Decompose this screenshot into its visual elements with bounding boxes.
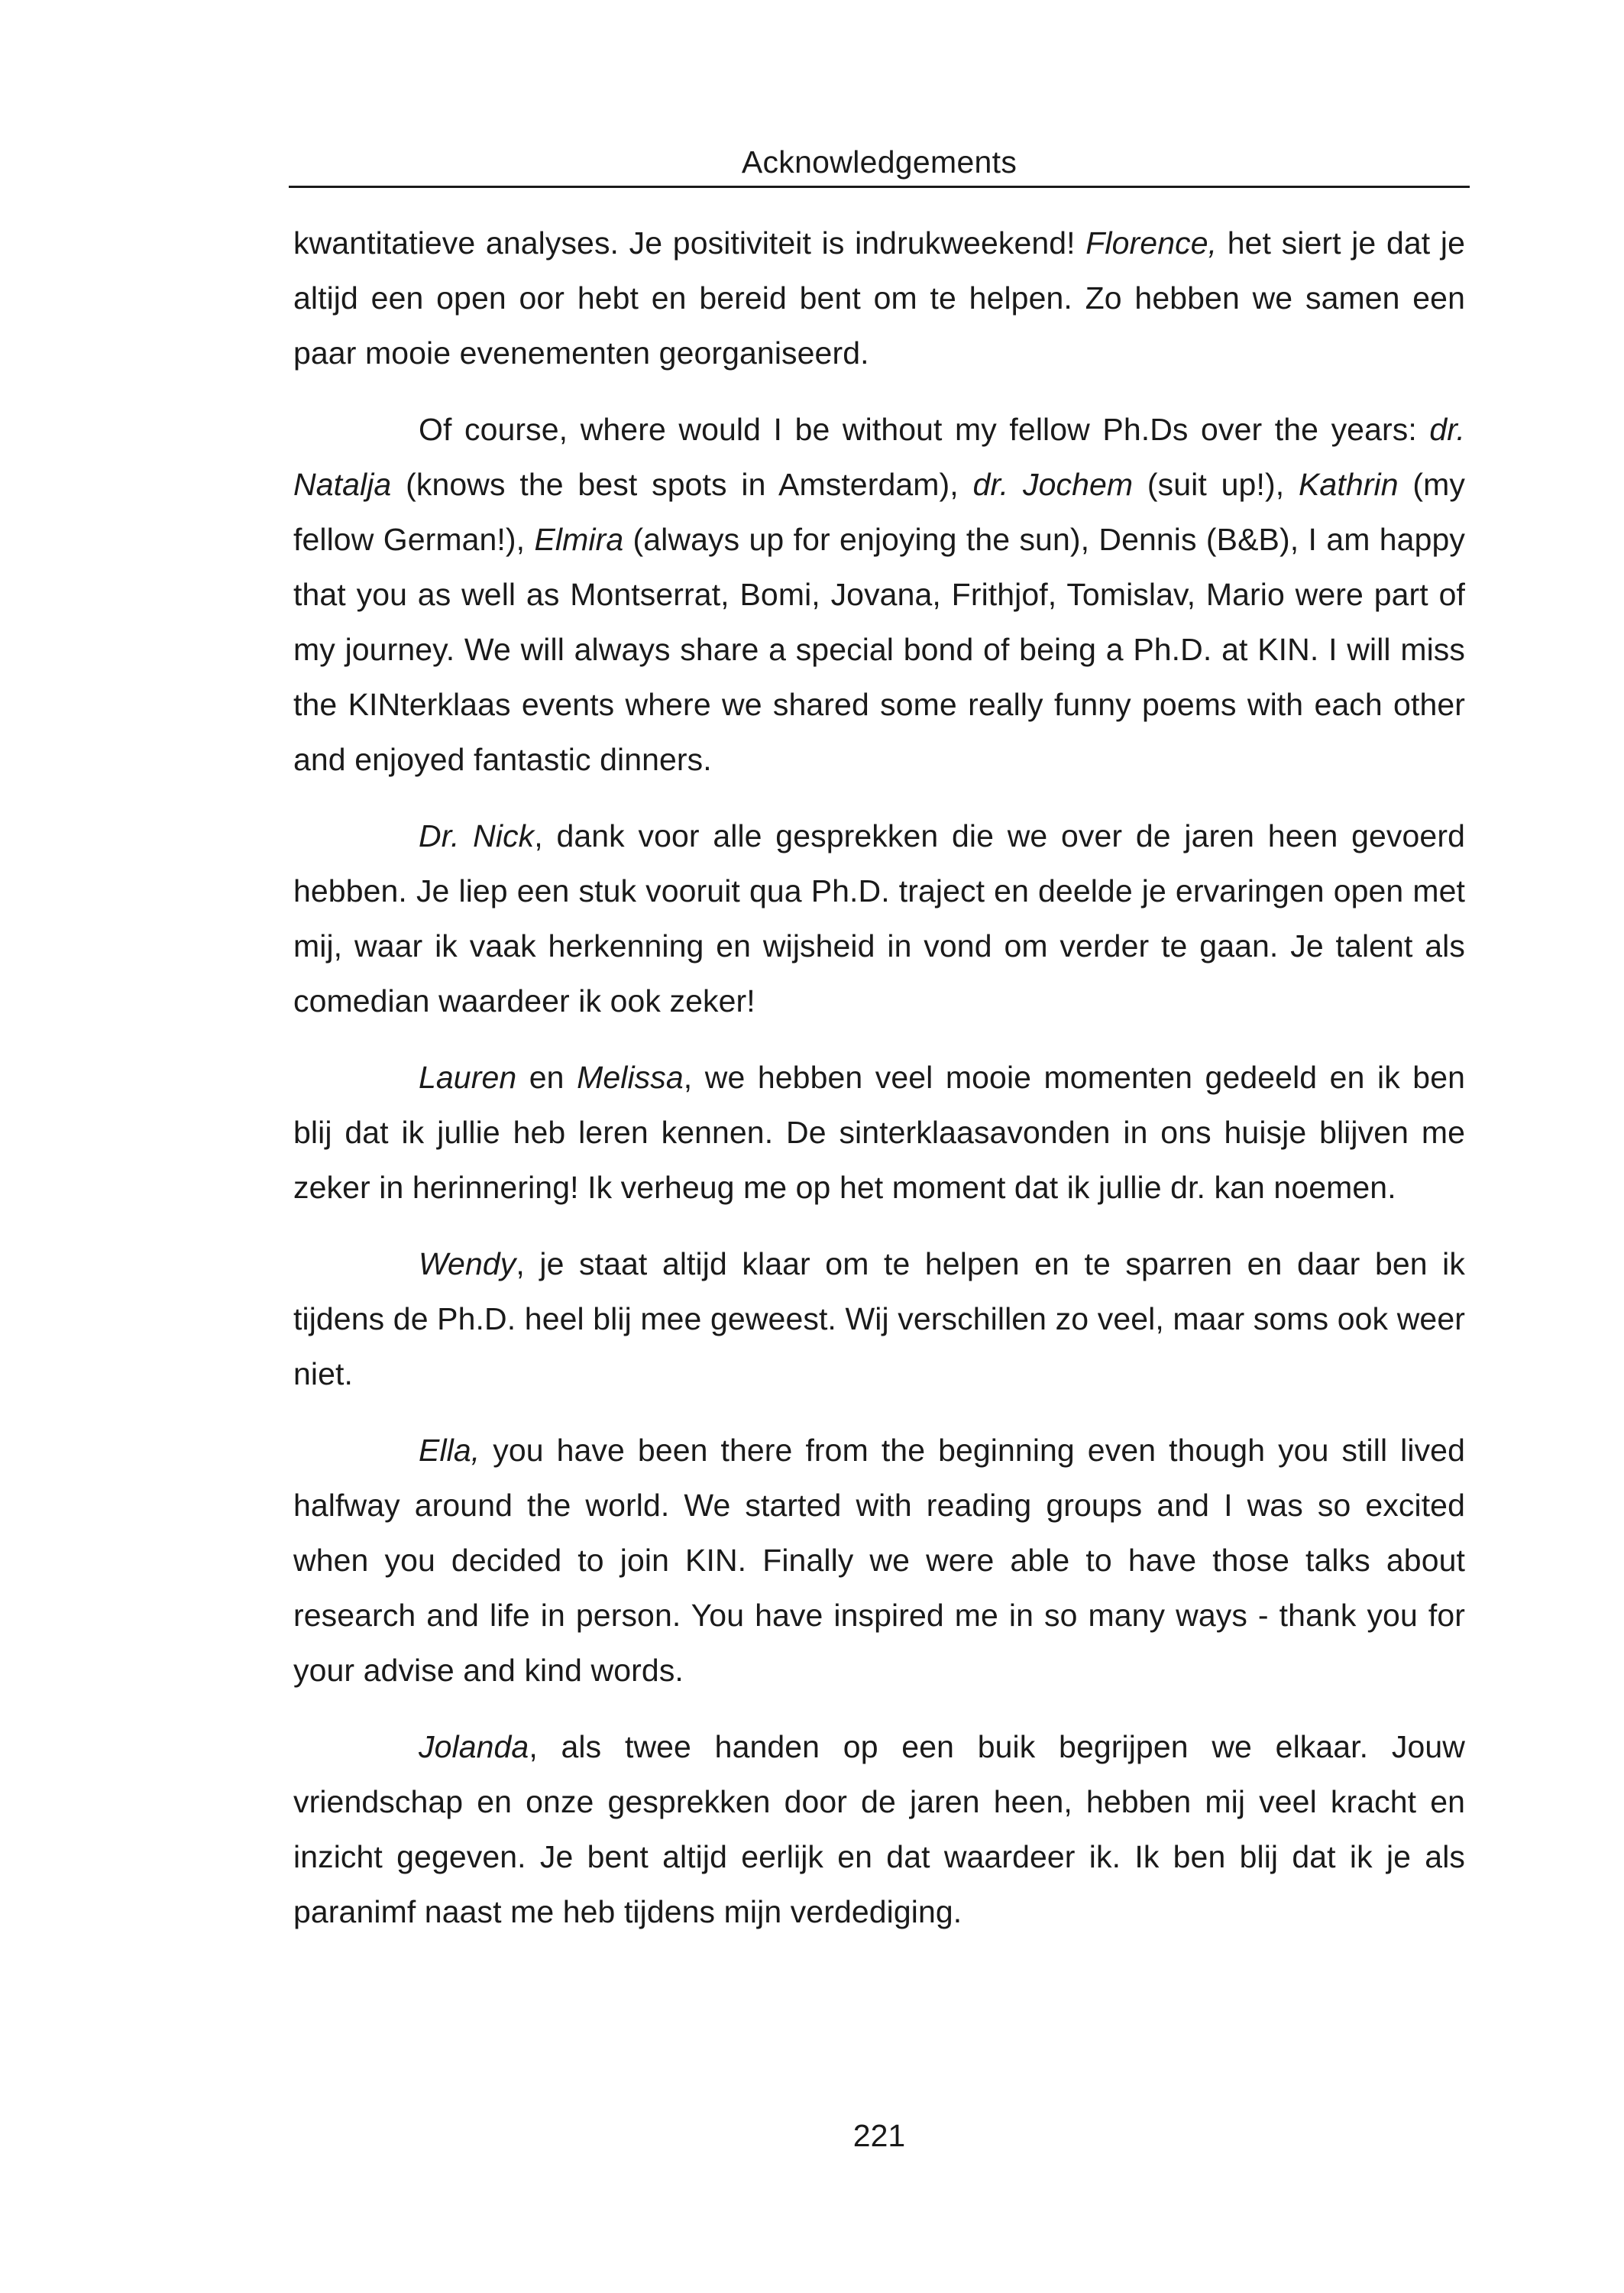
name-emphasis: Lauren	[419, 1060, 517, 1095]
text-run: Of course, where would I be without my fellow Ph.Ds over the years:	[419, 412, 1430, 447]
text-run: you have been there from the beginning even though you still lived halfway around the world. We started with reading groups and I was so excited when you decided to join KIN. Finally we were able to have those talks about research and life in person. You have inspired me in so many ways - thank you for your advise and kind words.	[293, 1433, 1465, 1688]
paragraph	[293, 1050, 1465, 1215]
paragraph	[293, 1236, 1465, 1401]
name-emphasis: Ella,	[419, 1433, 480, 1468]
name-emphasis: Kathrin	[1298, 467, 1399, 502]
text-run: (suit up!),	[1133, 467, 1299, 502]
text-run: kwantitatieve analyses. Je positiviteit is indrukweekend!	[293, 225, 1086, 261]
name-emphasis: Elmira	[534, 522, 624, 557]
paragraph	[293, 1719, 1465, 1939]
text-run: , dank voor alle gesprekken die we over de jaren heen gevoerd hebben. Je liep een stuk vooruit qua Ph.D. traject en deelde je ervaringen open met mij, waar ik vaak herkenning en wijsheid in vond om verder te gaan. Je talent als comedian waardeer ik ook zeker!	[293, 818, 1465, 1019]
paragraph	[293, 215, 1465, 381]
name-emphasis: dr. Jochem	[972, 467, 1134, 502]
name-emphasis: Dr. Nick	[419, 818, 535, 853]
text-run: , je staat altijd klaar om te helpen en te sparren en daar ben ik tijdens de Ph.D. heel blij mee geweest. Wij verschillen zo veel, maar soms ook weer niet.	[293, 1246, 1465, 1391]
name-emphasis: Melissa	[577, 1060, 684, 1095]
text-run: (always up for enjoying the sun), Dennis (B&B), I am happy that you as well as Montserrat, Bomi, Jovana, Frithjof, Tomislav, Mario were part of my journey. We will always share a special bond of being a Ph.D. at KIN. I will miss the KINterklaas events where we shared some really funny poems with each other and enjoyed fantastic dinners.	[293, 522, 1465, 777]
paragraph	[293, 808, 1465, 1028]
name-emphasis: Jolanda	[419, 1729, 529, 1764]
running-header: Acknowledgements	[741, 144, 1017, 180]
body-text	[293, 215, 1465, 1939]
text-run: en	[516, 1060, 577, 1095]
text-run: , we hebben veel mooie momenten gedeeld en ik ben blij dat ik jullie heb leren kennen. De sinterklaasavonden in ons huisje blijven me zeker in herinnering! Ik verheug me op het moment dat ik jullie dr. kan noemen.	[293, 1060, 1465, 1205]
paragraph	[293, 1423, 1465, 1698]
text-run: (knows the best spots in Amsterdam),	[391, 467, 973, 502]
page-number: 221	[852, 2118, 906, 2153]
header-rule	[289, 186, 1470, 188]
paragraph	[293, 402, 1465, 787]
text-run: het siert je dat je altijd een open oor hebt en bereid bent om te helpen. Zo hebben we samen een paar mooie evenementen georganiseerd.	[293, 225, 1465, 371]
name-emphasis: Florence,	[1085, 225, 1218, 261]
text-run: (my fellow German!),	[293, 467, 1465, 557]
text-run: , als twee handen op een buik begrijpen we elkaar. Jouw vriendschap en onze gesprekken door de jaren heen, hebben mij veel kracht en inzicht gegeven. Je bent altijd eerlijk en dat waardeer ik. Ik ben blij dat ik je als paranimf naast me heb tijdens mijn verdediging.	[293, 1729, 1465, 1929]
name-emphasis: Wendy	[419, 1246, 516, 1281]
name-emphasis: dr. Natalja	[293, 412, 1465, 502]
